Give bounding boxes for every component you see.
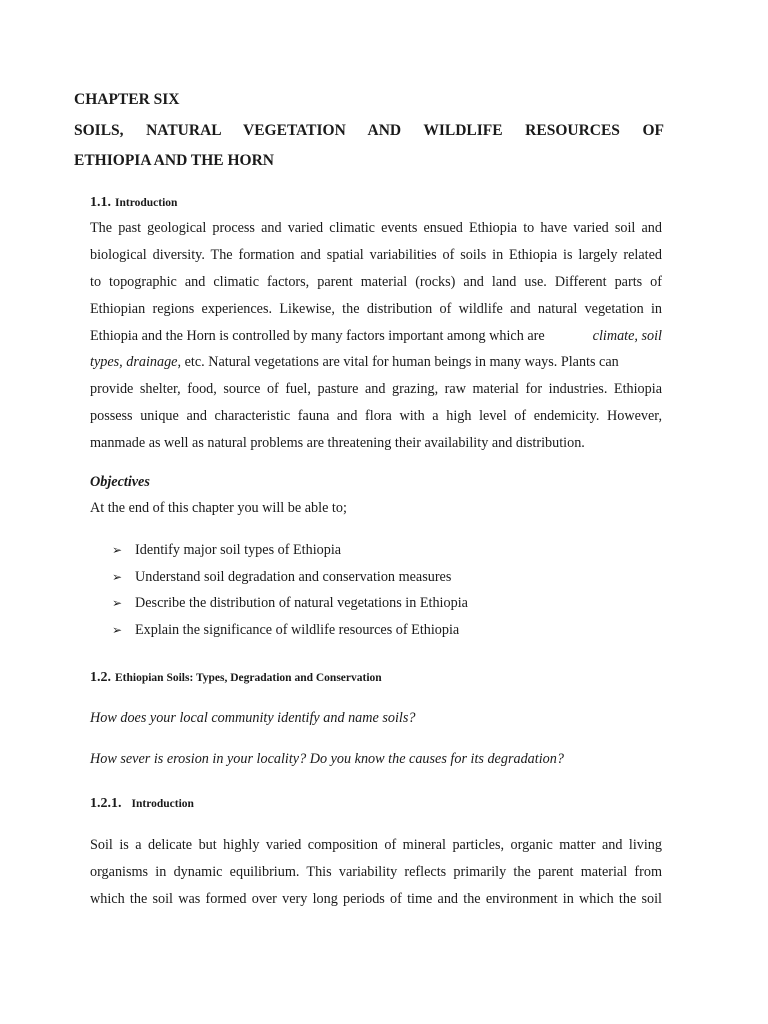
section-title: Introduction — [131, 798, 194, 810]
list-item — [112, 564, 468, 591]
section-title: Ethiopian Soils: Types, Degradation and Conservation — [115, 672, 382, 684]
emphasis-text: types, drainage — [90, 354, 178, 371]
objectives-intro: At the end of this chapter you will be able to; — [90, 500, 347, 516]
objectives-title: Objectives — [90, 474, 150, 490]
paragraph-line: possess unique and characteristic fauna and flora with a high level of endemicity. However, — [90, 408, 662, 425]
guiding-question-2: How sever is erosion in your locality? Do you know the causes for its degradation? — [90, 751, 564, 767]
section-1-1-paragraph — [90, 215, 662, 457]
guiding-question-1: How does your local community identify and name soils? — [90, 710, 416, 726]
arrow-bullet-icon: ➢ — [112, 622, 123, 637]
objectives-list — [112, 537, 468, 643]
list-item — [112, 617, 468, 644]
paragraph-line: Soil is a delicate but highly varied composition of mineral particles, organic matter and living — [90, 837, 662, 853]
paragraph-line: manmade as well as natural problems are threatening their availability and distribution. — [90, 435, 585, 452]
section-1-1-heading — [90, 193, 177, 211]
paragraph-line: to topographic and climatic factors, parent material (rocks) and land use. Different parts of — [90, 273, 662, 290]
arrow-bullet-icon: ➢ — [112, 596, 123, 610]
chapter-title-line-1: SOILS, NATURAL VEGETATION AND WILDLIFE RESOURCES OF — [74, 122, 664, 139]
list-item — [112, 590, 468, 617]
list-item-text: Describe the distribution of natural vegetations in Ethiopia — [135, 595, 468, 611]
arrow-bullet-icon: ➢ — [112, 569, 123, 584]
emphasis-text: climate, soil — [592, 327, 662, 344]
paragraph-text: Ethiopia and the Horn is controlled by many factors important among which are — [90, 327, 549, 344]
paragraph-line — [90, 323, 662, 350]
section-1-2-1-paragraph — [90, 832, 662, 913]
section-number: 1.1. — [90, 195, 111, 210]
paragraph-line: provide shelter, food, source of fuel, pasture and grazing, raw material for industries. Ethiopia — [90, 381, 662, 398]
list-item-text: Identify major soil types of Ethiopia — [135, 542, 342, 558]
chapter-title-line-2: ETHIOPIA AND THE HORN — [74, 152, 274, 169]
paragraph-line: biological diversity. The formation and spatial variabilities of soils in Ethiopia is largely related — [90, 246, 662, 263]
chapter-label: CHAPTER SIX — [74, 91, 180, 108]
arrow-bullet-icon: ➢ — [112, 543, 123, 557]
list-item — [112, 537, 468, 564]
section-1-2-heading — [90, 668, 382, 686]
section-title: Introduction — [115, 197, 178, 209]
section-number: 1.2.1. — [90, 796, 122, 811]
paragraph-line: organisms in dynamic equilibrium. This variability reflects primarily the parent material from — [90, 863, 662, 880]
paragraph-line: which the soil was formed over very long periods of time and the environment in which the soil — [90, 890, 662, 907]
section-number: 1.2. — [90, 670, 111, 685]
list-item-text: Understand soil degradation and conservation measures — [135, 568, 452, 585]
paragraph-line: Ethiopian regions experiences. Likewise, the distribution of wildlife and natural vegetation in — [90, 300, 662, 317]
paragraph-line: The past geological process and varied climatic events ensued Ethiopia to have varied soil and — [90, 220, 662, 236]
paragraph-text: , etc. Natural vegetations are vital for human beings in many ways. Plants can — [177, 354, 619, 371]
paragraph-line — [90, 349, 662, 376]
section-1-2-1-heading — [90, 794, 194, 812]
list-item-text: Explain the significance of wildlife resources of Ethiopia — [135, 621, 460, 638]
